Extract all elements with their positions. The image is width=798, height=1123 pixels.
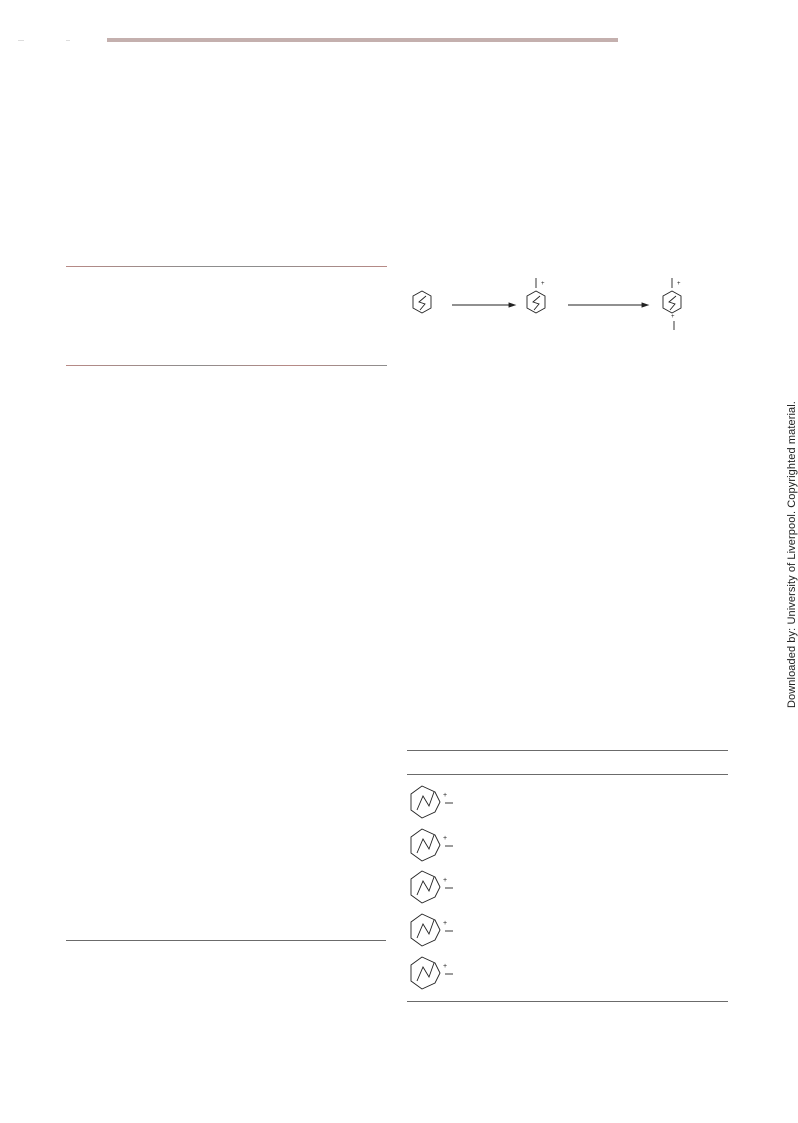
- bicyclic-cation-icon: [407, 910, 463, 950]
- starting-ring: [413, 291, 431, 313]
- bicyclic-cation-icon: [407, 782, 463, 822]
- table-row-1: [407, 782, 463, 822]
- table-row-4: [407, 910, 463, 950]
- table-top-rule: [407, 750, 728, 751]
- bicyclic-cation-icon: [407, 825, 463, 865]
- minus-charge-2: +: [671, 314, 675, 320]
- svg-text:+: +: [443, 920, 448, 927]
- reaction-arrow-1: [452, 303, 515, 307]
- table-row-2: [407, 825, 463, 865]
- header-small-mark-1: [18, 40, 24, 41]
- reaction-scheme: [400, 268, 700, 338]
- table-row-3: [407, 867, 463, 907]
- box-top-rule: [66, 266, 387, 267]
- svg-text:+: +: [443, 835, 448, 842]
- header-small-mark-2: [66, 40, 70, 41]
- download-watermark: Downloaded by: University of Liverpool. Copyrighted material.: [786, 401, 798, 708]
- plus-charge-2: +: [677, 281, 681, 287]
- svg-text:+: +: [443, 792, 448, 799]
- svg-text:+: +: [443, 877, 448, 884]
- footnote-rule: [66, 940, 386, 941]
- table-header-rule: [407, 774, 728, 775]
- table-bottom-rule: [407, 1001, 728, 1002]
- plus-charge-1: +: [541, 281, 545, 287]
- reaction-arrow-2: [568, 303, 648, 307]
- table-row-5: [407, 953, 463, 993]
- box-bottom-rule: [66, 365, 387, 366]
- svg-text:+: +: [443, 963, 448, 970]
- header-accent-bar: [107, 38, 618, 42]
- bicyclic-cation-icon: [407, 867, 463, 907]
- bicyclic-cation-icon: [407, 953, 463, 993]
